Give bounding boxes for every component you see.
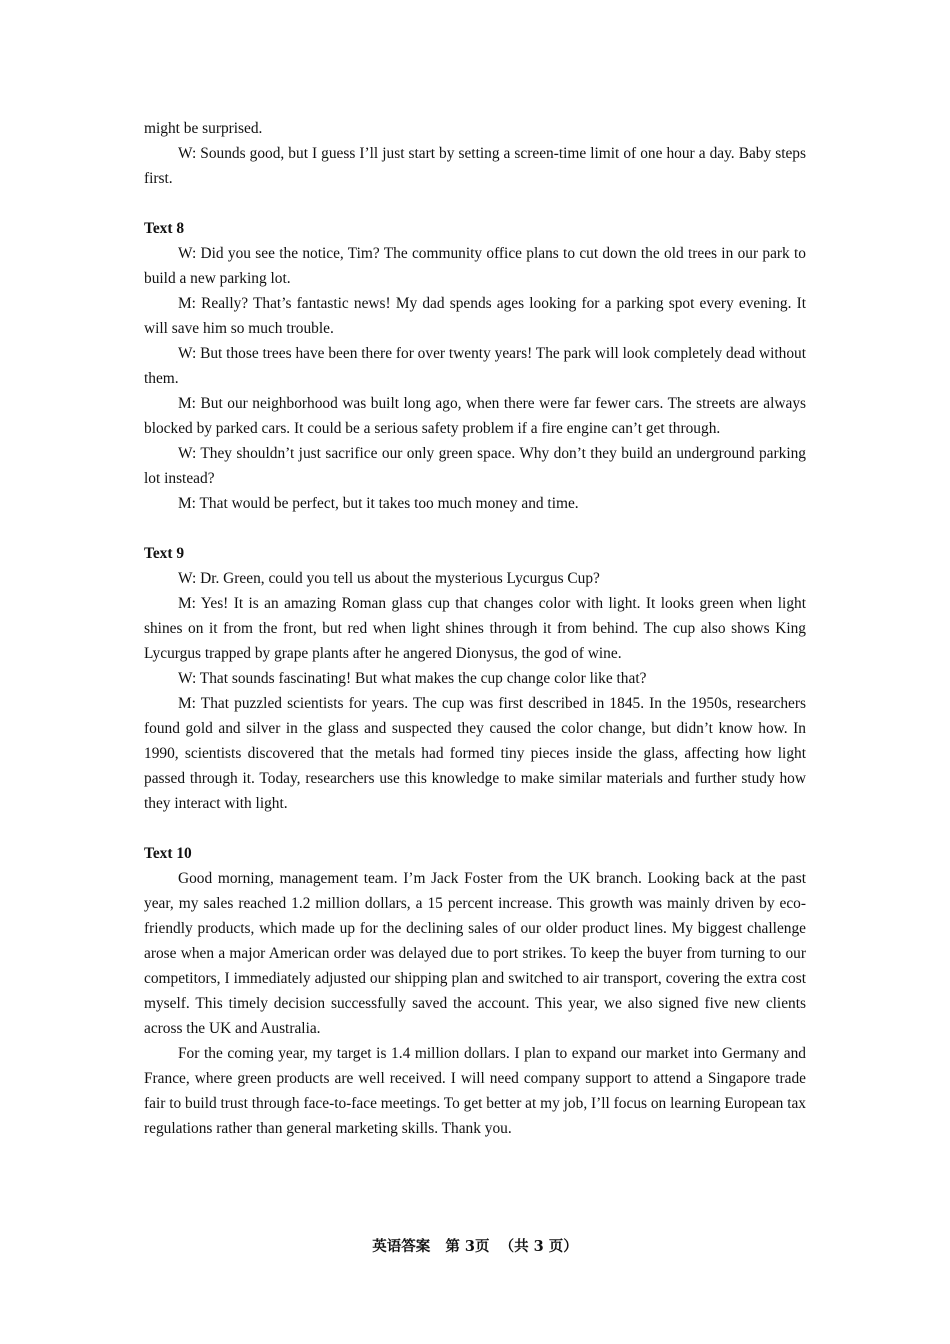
speech-paragraph: For the coming year, my target is 1.4 million dollars. I plan to expand our market into Germany and France, where green products are well received. I will need company support to attend a Singapore trade fair to build trust through face-to-face meetings. To get better at my job, I’ll focus on learning European tax regulations rather than general marketing skills. Thank you.: [144, 1045, 806, 1137]
dialogue-line: M: Yes! It is an amazing Roman glass cup that changes color with light. It looks green when light shines on it from the front, but red when light shines through it from behind. The cup also shows King Lycurgus trapped by grape plants after he angered Dionysus, the god of wine.: [144, 595, 806, 662]
paragraph: W: Sounds good, but I guess I’ll just start by setting a screen-time limit of one hour a day. Baby steps first.: [144, 145, 806, 187]
section-heading-text8: Text 8: [144, 220, 185, 237]
paragraph: might be surprised.: [144, 120, 263, 137]
dialogue-line: W: Dr. Green, could you tell us about the mysterious Lycurgus Cup?: [178, 570, 600, 587]
dialogue-line: M: But our neighborhood was built long ago, when there were far fewer cars. The streets are always blocked by parked cars. It could be a serious safety problem if a fire engine can’t get through.: [144, 395, 806, 437]
section-heading-text9: Text 9: [144, 545, 185, 562]
dialogue-line: M: That would be perfect, but it takes too much money and time.: [178, 495, 579, 512]
dialogue-line: W: But those trees have been there for over twenty years! The park will look completely dead without them.: [144, 345, 806, 387]
speech-paragraph: Good morning, management team. I’m Jack Foster from the UK branch. Looking back at the past year, my sales reached 1.2 million dollars, a 15 percent increase. This growth was mainly driven by eco-friendly products, which made up for the declining sales of our older product lines. My biggest challenge arose when a major American order was delayed due to port strikes. To keep the buyer from turning to our competitors, I immediately adjusted our shipping plan and switched to air transport, covering the extra cost myself. This timely decision successfully saved the account. This year, we also signed five new clients across the UK and Australia.: [144, 870, 806, 1037]
section-heading-text10: Text 10: [144, 845, 192, 862]
footer-total-pages: （共 3 页）: [499, 1238, 578, 1255]
dialogue-line: W: Did you see the notice, Tim? The community office plans to cut down the old trees in our park to build a new parking lot.: [144, 245, 806, 287]
dialogue-line: W: That sounds fascinating! But what makes the cup change color like that?: [178, 670, 647, 687]
dialogue-line: M: That puzzled scientists for years. The cup was first described in 1845. In the 1950s, researchers found gold and silver in the glass and suspected they caused the color change, but didn’t know how. In 1990, scientists discovered that the metals had formed tiny pieces inside the glass, affecting how light passed through it. Today, researchers use this knowledge to make similar materials and further study how they interact with light.: [144, 695, 806, 812]
footer-page-number: 第 3页: [445, 1238, 490, 1255]
footer-subject: 英语答案: [372, 1238, 431, 1255]
dialogue-line: M: Really? That’s fantastic news! My dad spends ages looking for a parking spot every evening. It will save him so much trouble.: [144, 295, 806, 337]
dialogue-line: W: They shouldn’t just sacrifice our only green space. Why don’t they build an underground parking lot instead?: [144, 445, 806, 487]
document-body: [144, 116, 806, 1141]
page-footer: [0, 1235, 950, 1256]
